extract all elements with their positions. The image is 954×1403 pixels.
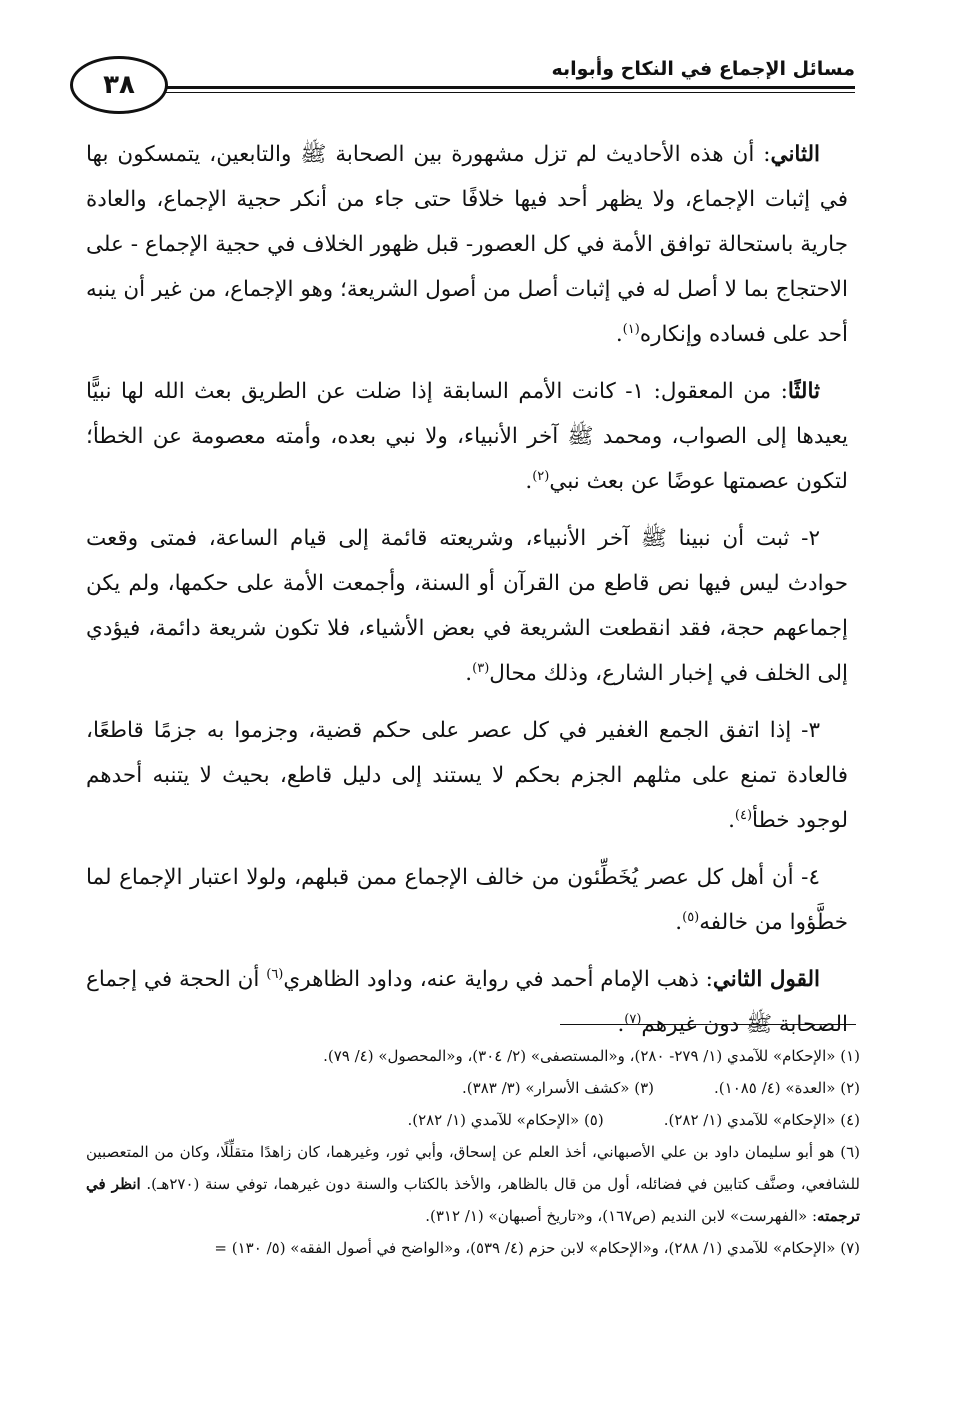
footnote: (٣) «كشف الأسرار» (٣/ ٣٨٣). <box>462 1079 655 1097</box>
paragraph <box>86 516 848 696</box>
paragraph <box>86 369 848 504</box>
footnote-text: : «الفهرست» لابن النديم (ص١٦٧)، و«تاريخ أصبهان» (١/ ٣١٢). <box>425 1207 818 1225</box>
paragraph-text: : ذهب الإمام أحمد في رواية عنه، وداود الظاهري <box>283 967 713 992</box>
footnote-ref[interactable]: (٣) <box>472 661 490 676</box>
footnote <box>86 1136 860 1232</box>
paragraph-end: . <box>465 661 473 686</box>
main-text <box>86 132 848 1059</box>
running-title: مسائل الإجماع في النكاح وأبوابه <box>551 58 855 80</box>
footnote: (٥) «الإحكام» للآمدي (١/ ٢٨٢). <box>407 1111 604 1129</box>
paragraph <box>86 855 848 945</box>
paragraph-end: . <box>675 910 683 935</box>
paragraph-lead: ثالثًا <box>787 379 820 404</box>
footnote-row <box>86 1104 860 1136</box>
paragraph-end: . <box>525 469 533 494</box>
page-header <box>70 48 855 118</box>
footnote-ref[interactable]: (٤) <box>734 808 753 823</box>
paragraph <box>86 708 848 843</box>
paragraph-text: ٣- إذا اتفق الجمع الغفير في كل عصر على حكم قضية، وجزموا به جزمًا قاطعًا، فالعادة تمنع على مثلهم الجزم بحكم لا يستند إلى دليل قاطع، بحيث لا يتنبه أحدهم لوجود خطأ <box>86 718 848 833</box>
header-rule <box>144 86 855 93</box>
footnote-separator <box>560 1024 856 1025</box>
paragraph-lead: القول الثاني <box>712 967 820 992</box>
footnote-ref[interactable]: (١) <box>622 322 640 337</box>
footnote: (٢) «العدة» (٤/ ١٠٨٥). <box>714 1079 860 1097</box>
footnote-ref[interactable]: (٦) <box>266 967 284 982</box>
paragraph-end: . <box>617 1012 625 1037</box>
footnote: (٧) «الإحكام» للآمدي (١/ ٢٨٨)، و«الإحكام» لابن حزم (٤/ ٥٣٩)، و«الواضح في أصول الفقه» (٥/ ١٣٠) = <box>214 1239 860 1257</box>
paragraph-text: ٤- أن أهل كل عصر يُخَطِّئون من خالف الإجماع ممن قبلهم، ولولا اعتبار الإجماع لما خطَّؤوا من خالفه <box>86 865 848 935</box>
paragraph-text: : من المعقول: ١- كانت الأمم السابقة إذا ضلت عن الطريق بعث الله لها نبيًّا يعيدها إلى الصواب، ومحمد ﷺ آخر الأنبياء، ولا نبي بعده، وأمته معصومة عن الخطأ؛ لتكون عصمتها عوضًا عن بعث نبي <box>86 379 848 494</box>
paragraph-text: أن الحجة في إجماع الصحابة ﷺ دون غيرهم <box>86 967 848 1037</box>
footnote-ref[interactable]: (٢) <box>532 469 550 484</box>
paragraph-text: : أن هذه الأحاديث لم تزل مشهورة بين الصحابة ﷺ والتابعين، يتمسكون بها في إثبات الإجماع، ولا يظهر أحد فيها خلافًا حتى جاء من أنكر حجية الإجماع، والعادة جارية باستحالة توافق الأمة في كل العصور- قبل ظهور الخلاف في حجية الإجماع - على الاحتجاج بما لا أصل له في إثبات أصل من أصول الشريعة؛ وهو الإجماع، من غير أن ينبه أحد على فساده وإنكاره <box>86 142 848 347</box>
paragraph-lead: الثاني <box>770 142 820 167</box>
page-number: ٣٨ <box>103 70 135 100</box>
paragraph <box>86 957 848 1047</box>
footnote-see-label: انظر في ترجمته <box>86 1175 860 1225</box>
footnote-row <box>86 1072 860 1104</box>
footnote: (٤) «الإحكام» للآمدي (١/ ٢٨٢). <box>663 1111 860 1129</box>
paragraph-end: . <box>615 322 623 347</box>
paragraph-text: ٢- ثبت أن نبينا ﷺ آخر الأنبياء، وشريعته قائمة إلى قيام الساعة، فمتى وقعت حوادث ليس فيها نص قاطع من القرآن أو السنة، وأجمعت الأمة على حكمها، ولم يكن إجماعهم حجة، فقد انقطعت الشريعة في بعض الأشياء، فلا تكون شريعة دائمة، فيؤدي إلى الخلف في إخبار الشارع، وذلك محال <box>86 526 848 686</box>
footnote-text: (٦) هو أبو سليمان داود بن علي الأصبهاني، أخذ العلم عن إسحاق، وأبي ثور، وغيرهما، كان زاهدًا متقلِّلًا، وكان من المتعصبين للشافعي، وصنَّف كتابين في فضائله، أول من قال بالظاهر، والأخذ بالكتاب والسنة دون غيرهما، توفي سنة (٢٧٠هـ). <box>86 1143 860 1193</box>
footnote-ref[interactable]: (٧) <box>624 1012 642 1027</box>
paragraph <box>86 132 848 357</box>
footnotes <box>86 1040 860 1264</box>
footnote-ref[interactable]: (٥) <box>682 910 700 925</box>
footnote: (١) «الإحكام» للآمدي (١/ ٢٧٩- ٢٨٠)، و«المستصفى» (٢/ ٣٠٤)، و«المحصول» (٤/ ٧٩). <box>323 1047 860 1065</box>
paragraph-end: . <box>728 808 735 833</box>
page-number-oval <box>70 56 168 114</box>
